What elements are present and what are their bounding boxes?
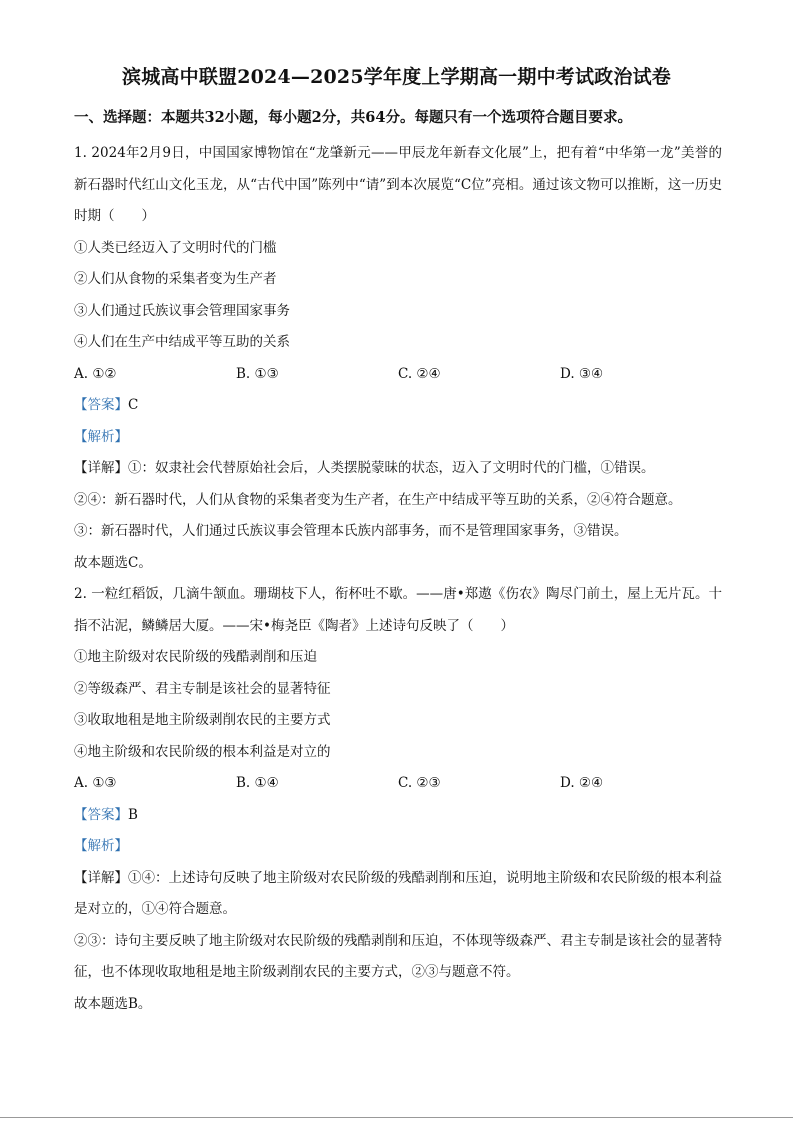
answer-line xyxy=(74,390,722,422)
statement: ④地主阶级和农民阶级的根本利益是对立的 xyxy=(74,743,331,760)
detail-text: ①④：上述诗句反映了地主阶级对农民阶级的残酷剥削和压迫，说明地主阶级和农民阶级的根本利益是对立的，①④符合题意。 xyxy=(74,869,722,917)
question-2 xyxy=(74,579,722,1020)
page-bottom-rule xyxy=(0,1117,793,1118)
option-a: A. ①② xyxy=(74,365,117,382)
detail-line xyxy=(74,453,722,485)
statement: ③人们通过氏族议事会管理国家事务 xyxy=(74,302,290,319)
answer-value: C xyxy=(128,397,139,413)
question-stem: 2. 一粒红稻饭，几滴牛颔血。珊瑚枝下人，衔杯吐不歇。——唐•郑遨《伤农》陶尽门前土，屋上无片瓦。十指不沾泥，鳞鳞居大厦。——宋•梅尧臣《陶者》上述诗句反映了（ ） xyxy=(74,586,722,634)
options-row xyxy=(74,768,722,800)
option-d: D. ③④ xyxy=(560,365,604,382)
question-stem: 1. 2024年2月9日，中国国家博物馆在“龙肇新元——甲辰龙年新春文化展”上，把有着“中华第一龙”美誉的新石器时代红山文化玉龙，从“古代中国”陈列中“请”到本次展览“C位”亮相。通过该文物可以推断，这一历史时期（ ） xyxy=(74,145,722,224)
detail-line: ③：新石器时代，人们通过氏族议事会管理本氏族内部事务，而不是管理国家事务，③错误。 xyxy=(74,523,628,539)
options-row xyxy=(74,359,722,391)
statement: ②人们从食物的采集者变为生产者 xyxy=(74,271,277,287)
detail-tag: 【详解】 xyxy=(74,869,128,886)
option-b: B. ①③ xyxy=(236,365,279,382)
statement: ②等级森严、君主专制是该社会的显著特征 xyxy=(74,680,331,697)
answer-tag: 【答案】 xyxy=(74,806,128,823)
detail-text: ①：奴隶社会代替原始社会后，人类摆脱蒙昧的状态，迈入了文明时代的门槛，①错误。 xyxy=(128,460,655,476)
questions-container xyxy=(74,138,722,1020)
option-c: C. ②④ xyxy=(398,365,441,382)
answer-line xyxy=(74,800,722,832)
statement: ③收取地租是地主阶级剥削农民的主要方式 xyxy=(74,712,331,728)
answer-tag: 【答案】 xyxy=(74,397,128,413)
answer-value: B xyxy=(128,806,138,823)
option-a: A. ①③ xyxy=(74,775,117,791)
page-title: 滨城高中联盟2024—2025学年度上学期高一期中考试政治试卷 xyxy=(122,66,671,88)
section-heading: 一、选择题：本题共32小题，每小题2分，共64分。每题只有一个选项符合题目要求。 xyxy=(74,109,632,126)
conclusion: 故本题选B。 xyxy=(74,995,152,1012)
analysis-tag: 【解析】 xyxy=(74,838,128,854)
detail-tag: 【详解】 xyxy=(74,460,128,476)
analysis-line xyxy=(74,831,722,863)
analysis-tag: 【解析】 xyxy=(74,428,128,445)
conclusion: 故本题选C。 xyxy=(74,554,152,571)
statement: ①人类已经迈入了文明时代的门槛 xyxy=(74,239,277,256)
detail-line: ②③：诗句主要反映了地主阶级对农民阶级的残酷剥削和压迫，不体现等级森严、君主专制是该社会的显著特征，也不体现收取地租是地主阶级剥削农民的主要方式，②③与题意不符。 xyxy=(74,932,722,980)
statement: ④人们在生产中结成平等互助的关系 xyxy=(74,334,290,350)
detail-line xyxy=(74,863,722,926)
option-b: B. ①④ xyxy=(236,775,279,791)
statement: ①地主阶级对农民阶级的残酷剥削和压迫 xyxy=(74,649,317,665)
question-1 xyxy=(74,138,722,579)
option-c: C. ②③ xyxy=(398,775,441,791)
analysis-line xyxy=(74,422,722,454)
detail-line: ②④：新石器时代，人们从食物的采集者变为生产者，在生产中结成平等互助的关系，②④符合题意。 xyxy=(74,491,682,508)
option-d: D. ②④ xyxy=(560,775,604,791)
